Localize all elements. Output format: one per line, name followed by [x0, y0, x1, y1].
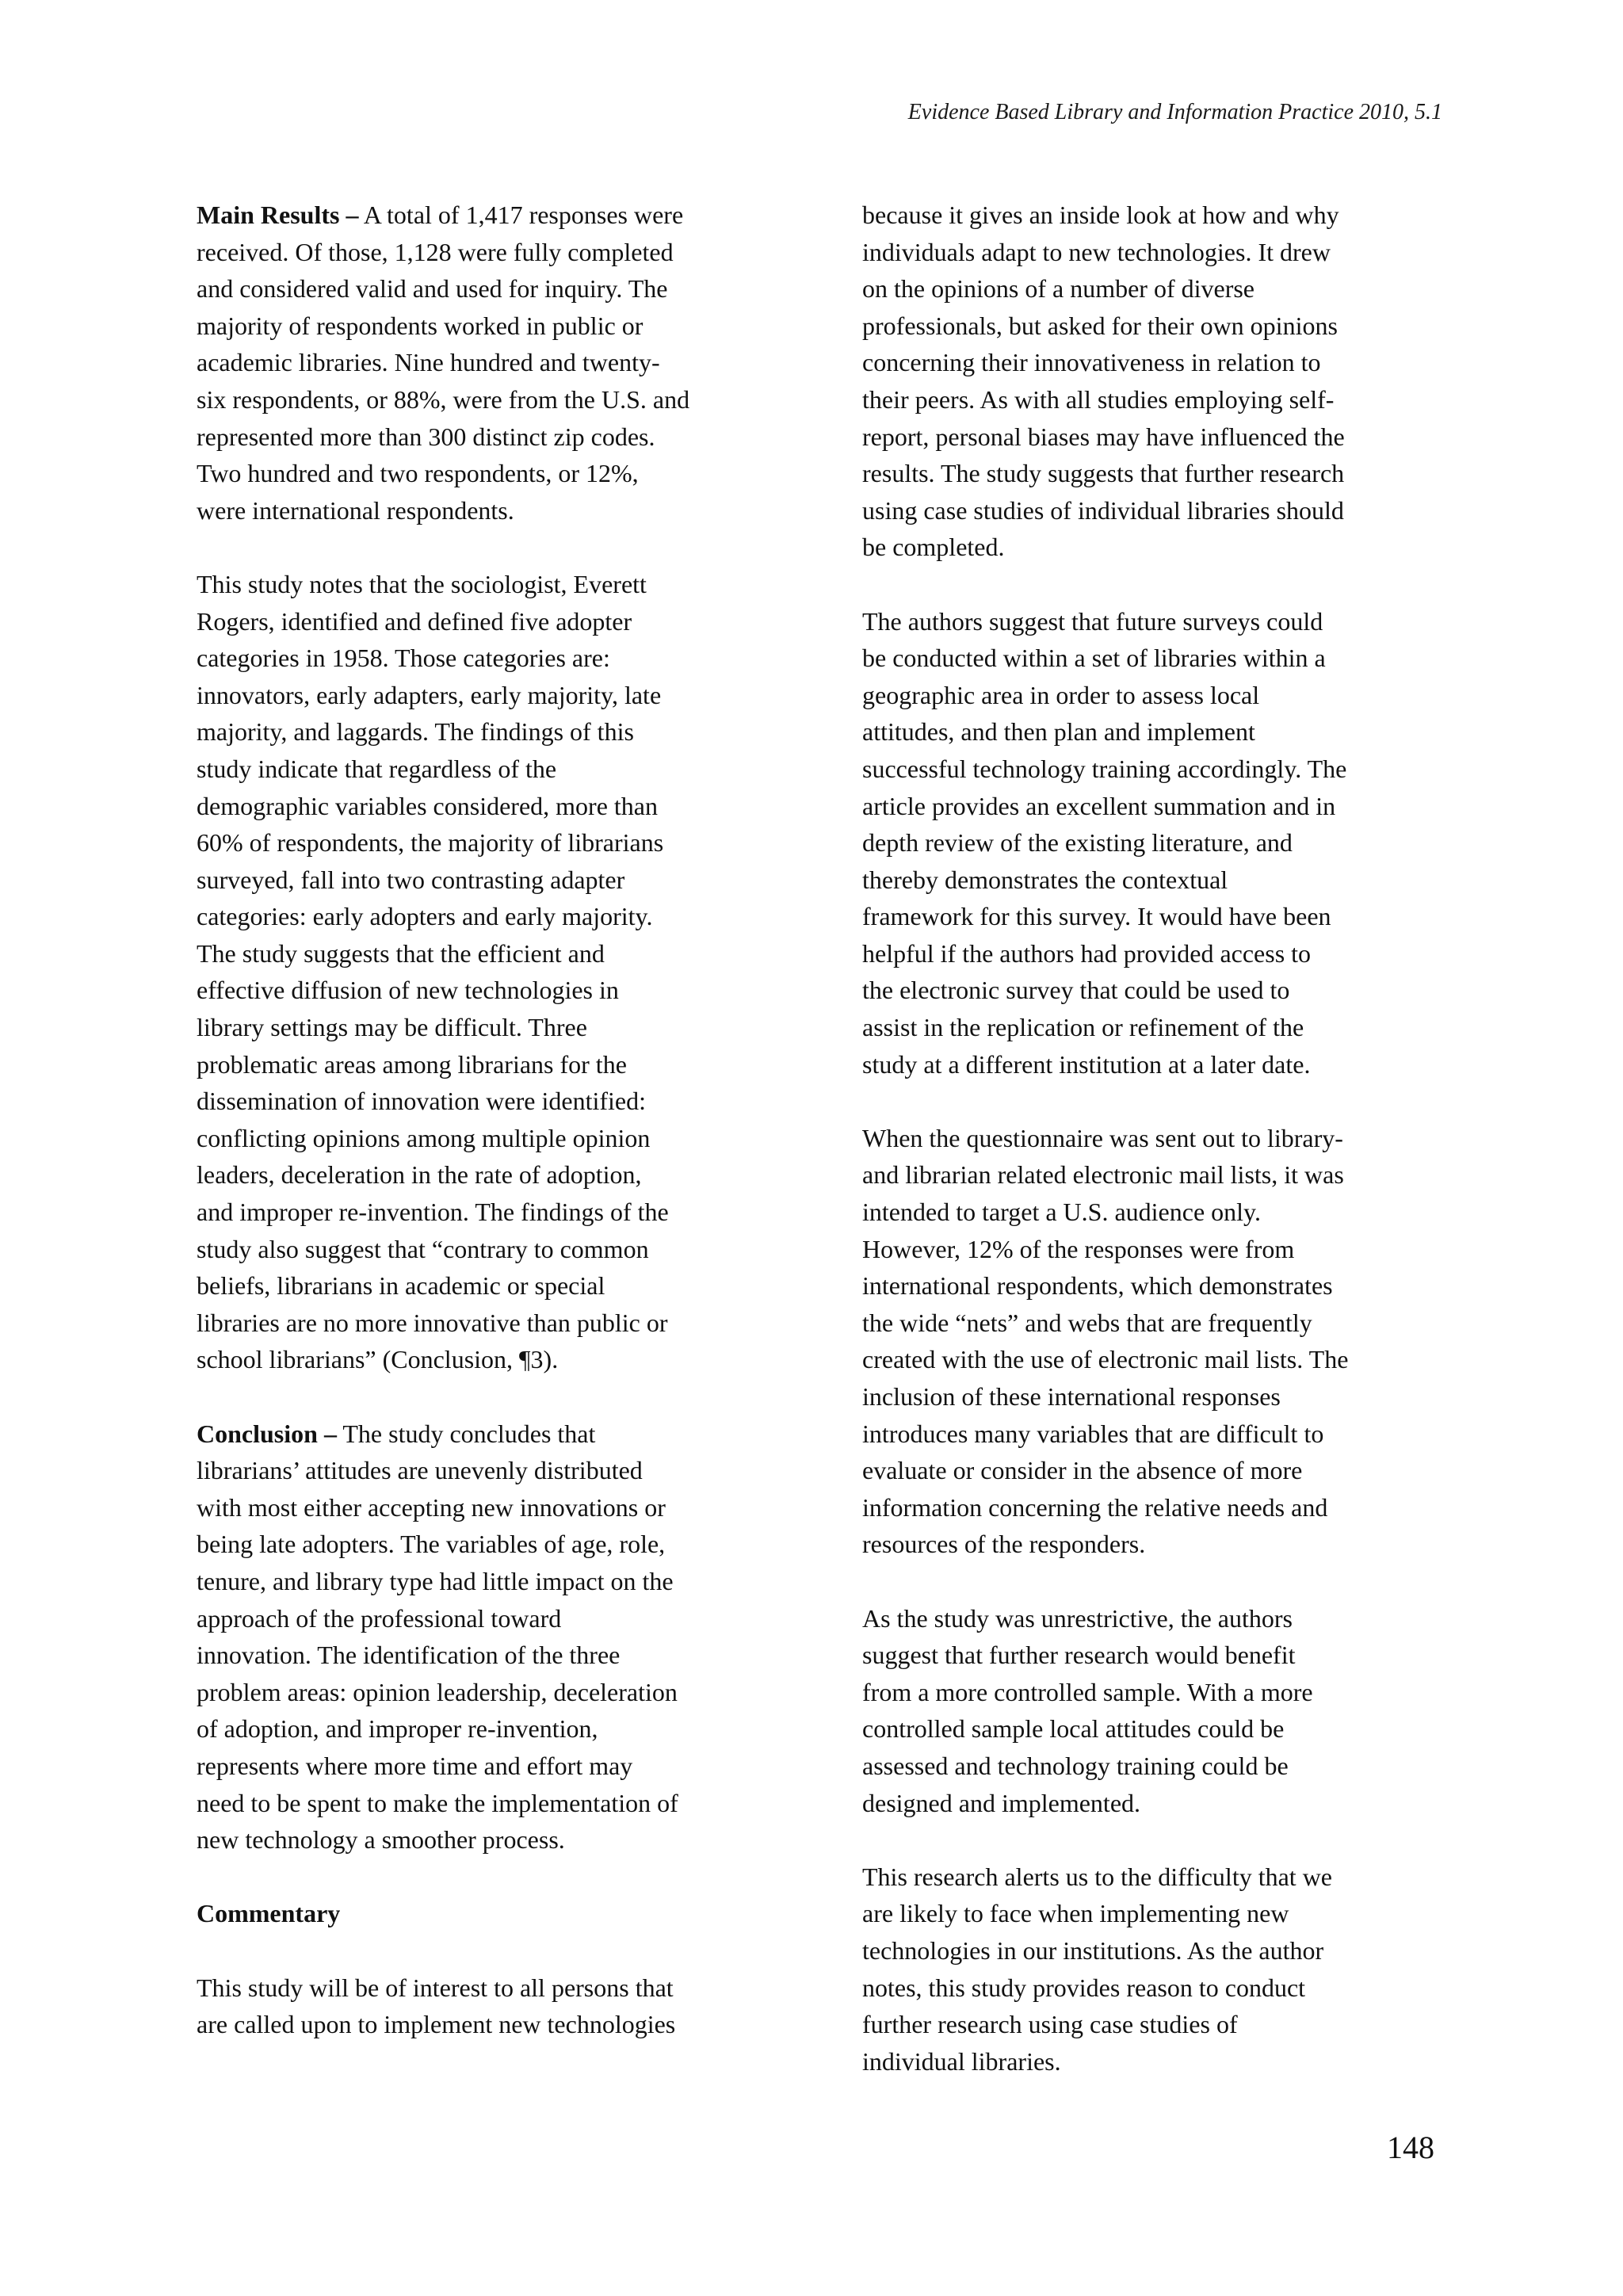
- conclusion-lead: Conclusion –: [197, 1419, 337, 1448]
- commentary-paragraph-4: As the study was unrestrictive, the authors suggest that further research would benefit from a more controlled sample. With a more controlled sample local attitudes could be assessed and technology training could be designed and implemented.: [862, 1603, 1313, 1817]
- running-header: Evidence Based Library and Information Practice 2010, 5.1: [907, 100, 1442, 124]
- main-results-lead: Main Results –: [197, 201, 359, 229]
- conclusion-text: The study concludes that librarians’ attitudes are unevenly distributed with most either accepting new innovations or being late adopters. The variables of age, role, tenure, and library type had little impact on the approach of the professional toward innovation. The identification of the three problem areas: opinion leadership, deceleration of adoption, and improper re-invention, represents where more time and effort may need to be spent to make the implementation of new technology a smoother process.: [197, 1419, 678, 1855]
- commentary-paragraph-1: because it gives an inside look at how and why individuals adapt to new technologies. It drew on the opinions of a number of diverse professionals, but asked for their own opinions concerning their innovativeness in relation to their peers. As with all studies employing self- report, personal biases may have influenced the results. The study suggests that further research using case studies of individual libraries should be completed.: [862, 201, 1345, 562]
- commentary-intro-paragraph: This study will be of interest to all persons that are called upon to implement new technologies: [197, 1973, 676, 2039]
- commentary-paragraph-5: This research alerts us to the difficulty that we are likely to face when implementing new technologies in our institutions. As the author notes, this study provides reason to conduct further research using case studies of individual libraries.: [862, 1862, 1332, 2076]
- main-results-paragraph: [197, 197, 775, 529]
- commentary-paragraph-3: When the questionnaire was sent out to library- and librarian related electronic mail lists, it was intended to target a U.S. audience only. However, 12% of the responses were from international respondents, which demonstrates the wide “nets” and webs that are frequently created with the use of electronic mail lists. The inclusion of these international responses introduces many variables that are difficult to evaluate or consider in the absence of more information concerning the relative needs and resources of the responders.: [862, 1123, 1349, 1559]
- conclusion-paragraph: [197, 1415, 775, 1859]
- page-number: 148: [1387, 2130, 1434, 2165]
- rogers-paragraph: This study notes that the sociologist, Everett Rogers, identified and defined five adopter categories in 1958. Those categories are: innovators, early adapters, early majority, late majority, and laggards. The findings of this study indicate that regardless of the demographic variables considered, more than 60% of respondents, the majority of librarians surveyed, fall into two contrasting adapter categories: early adopters and early majority. The study suggests that the efficient and effective diffusion of new technologies in library settings may be difficult. Three problematic areas among librarians for the dissemination of innovation were identified: conflicting opinions among multiple opinion leaders, deceleration in the rate of adoption, and improper re-invention. The findings of the study also suggest that “contrary to common beliefs, librarians in academic or special libraries are no more innovative than public or school librarians” (Conclusion, ¶3).: [197, 569, 669, 1374]
- right-column: [862, 197, 1449, 2117]
- left-column: [197, 197, 775, 2080]
- main-results-text: A total of 1,417 responses were received. Of those, 1,128 were fully completed and considered valid and used for inquiry. The majority of respondents worked in public or academic libraries. Nine hundred and twenty- six respondents, or 88%, were from the U.S. and represented more than 300 distinct zip codes. Two hundred and two respondents, or 12%, were international respondents.: [197, 201, 690, 525]
- commentary-heading: Commentary: [197, 1899, 341, 1928]
- commentary-paragraph-2: The authors suggest that future surveys could be conducted within a set of libraries within a geographic area in order to assess local attitudes, and then plan and implement successful technology training accordingly. The article provides an excellent summation and in depth review of the existing literature, and thereby demonstrates the contextual framework for this survey. It would have been helpful if the authors had provided access to the electronic survey that could be used to assist in the replication or refinement of the study at a different institution at a later date.: [862, 606, 1347, 1079]
